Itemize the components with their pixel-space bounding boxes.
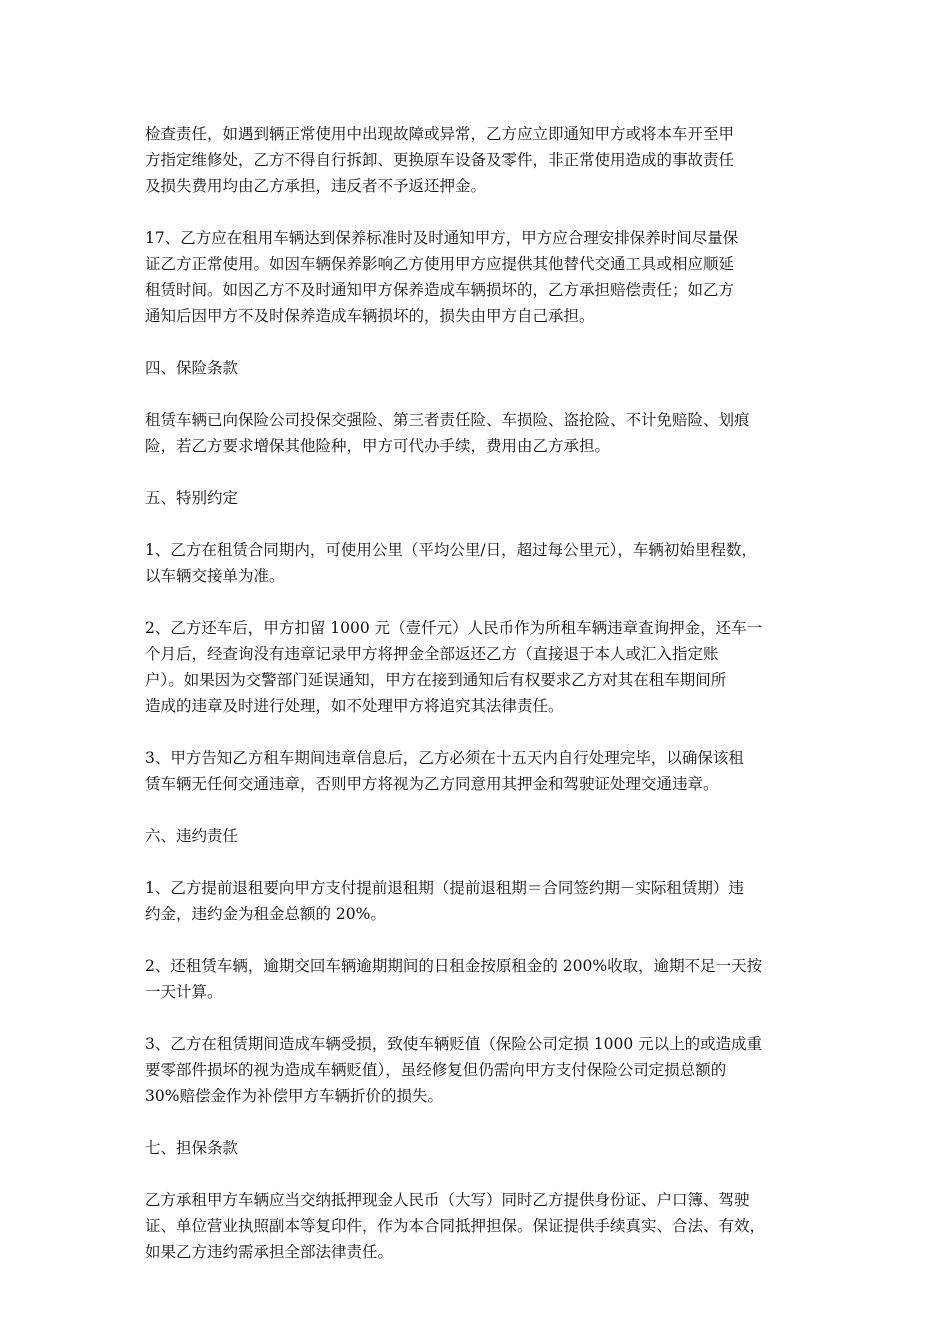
paragraph-breach-3: 3、乙方在租赁期间造成车辆受损，致使车辆贬值（保险公司定损 1000 元以上的或造成重 要零部件损坏的视为造成车辆贬值），虽经修复但仍需向甲方支付保险公司定损总额的 30%赔偿金作为补偿甲方车辆折价的损失。: [145, 1035, 763, 1105]
paragraph-breach-2: 2、还租赁车辆，逾期交回车辆逾期期间的日租金按原租金的 200%收取，逾期不足一天按 一天计算。: [145, 957, 763, 1001]
paragraph-special-2: 2、乙方还车后，甲方扣留 1000 元（壹仟元）人民币作为所租车辆违章查询押金，还车一 个月后，经查询没有违章记录甲方将押金全部返还乙方（直接退于本人或汇入指定账 户）。如果因为交警部门延误通知，甲方在接到通知后有权要求乙方对其在租车期间所 造成的违章及时进行处理，如不处理甲方将追究其法律责任。: [145, 619, 763, 715]
paragraph-clause-17: 17、乙方应在租用车辆达到保养标准时及时通知甲方，甲方应合理安排保养时间尽量保 证乙方正常使用。如因车辆保养影响乙方使用甲方应提供其他替代交通工具或相应顺延 租赁时间。如因乙方不及时通知甲方保养造成车辆损坏的，乙方承担赔偿责任；如乙方 通知后因甲方不及时保养造成车辆损坏的，损失由甲方自己承担。: [145, 229, 739, 325]
heading-liability-for-breach: 六、违约责任: [145, 827, 239, 845]
paragraph-insurance: 租赁车辆已向保险公司投保交强险、第三者责任险、车损险、盗抢险、不计免赔险、划痕 险，若乙方要求增保其他险种，甲方可代办手续，费用由乙方承担。: [145, 411, 750, 455]
paragraph-breach-1: 1、乙方提前退租要向甲方支付提前退租期（提前退租期＝合同签约期－实际租赁期）违 约金，违约金为租金总额的 20%。: [145, 879, 744, 923]
paragraph-special-1: 1、乙方在租赁合同期内，可使用公里（平均公里/日，超过每公里元），车辆初始里程数， 以车辆交接单为准。: [145, 541, 757, 585]
paragraph-guarantee: 乙方承租甲方车辆应当交纳抵押现金人民币（大写）同时乙方提供身份证、户口簿、驾驶 证、单位营业执照副本等复印件，作为本合同抵押担保。保证提供手续真实、合法、有效， 如果乙方违约需承担全部法律责任。: [145, 1191, 766, 1261]
heading-insurance-terms: 四、保险条款: [145, 359, 239, 377]
document-body: [145, 121, 810, 1291]
heading-special-agreement: 五、特别约定: [145, 489, 239, 507]
paragraph-inspection-responsibility: 检查责任，如遇到辆正常使用中出现故障或异常，乙方应立即通知甲方或将本车开至甲 方指定维修处，乙方不得自行拆卸、更换原车设备及零件，非正常使用造成的事故责任 及损失费用均由乙方承担，违反者不予返还押金。: [145, 125, 735, 195]
paragraph-special-3: 3、甲方告知乙方租车期间违章信息后，乙方必须在十五天内自行处理完毕，以确保该租 赁车辆无任何交通违章，否则甲方将视为乙方同意用其押金和驾驶证处理交通违章。: [145, 749, 744, 793]
heading-guarantee-terms: 七、担保条款: [145, 1139, 239, 1157]
